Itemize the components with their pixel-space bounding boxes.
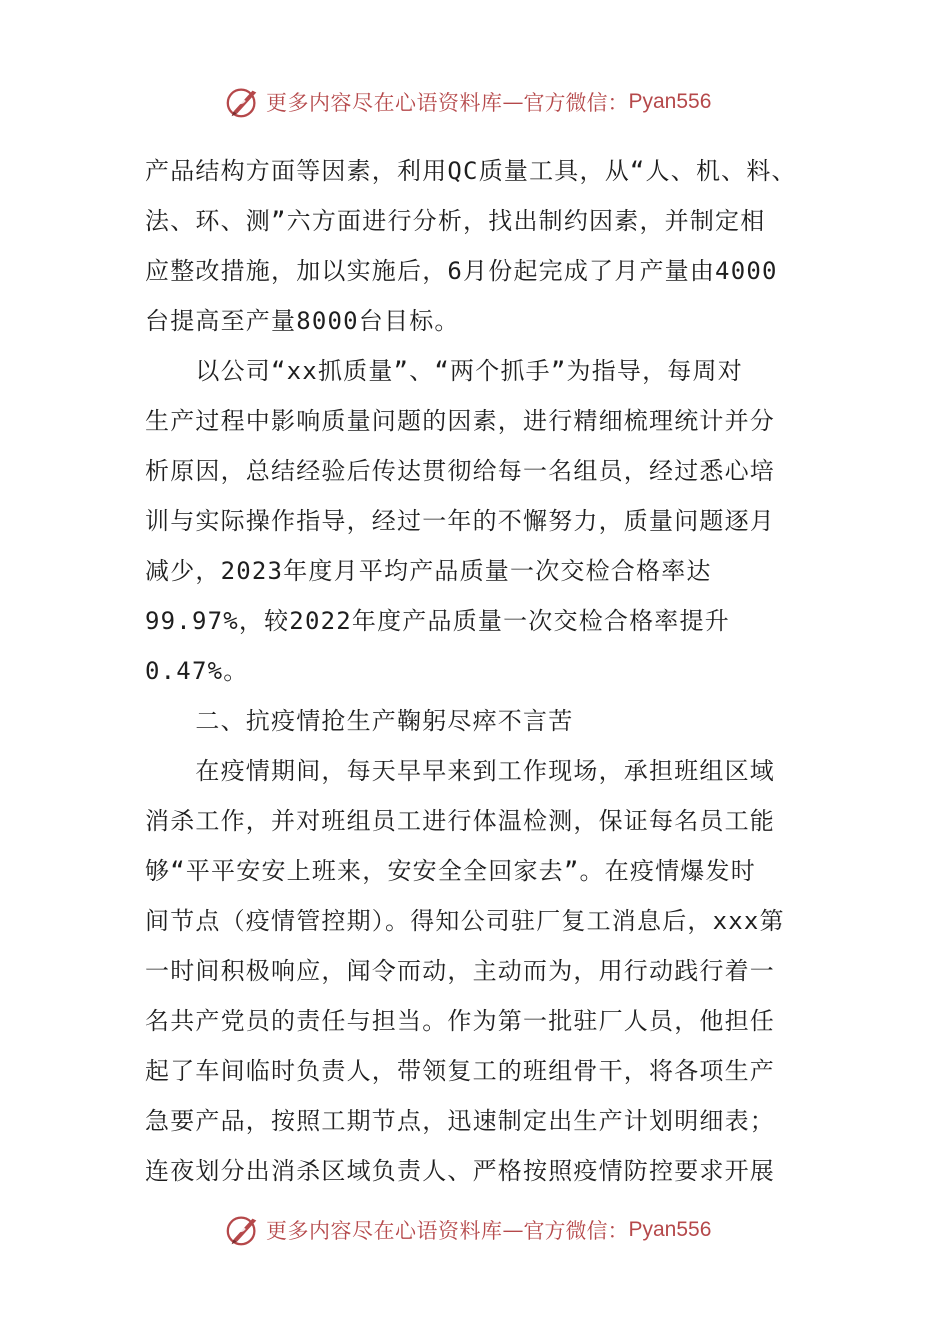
banner-separator: — [502,90,524,114]
body-line: 名共产党员的责任与担当。作为第一批驻厂人员，他担任 [145,1007,775,1035]
pen-circle-logo-icon [224,83,262,121]
body-line: 法、环、测”六方面进行分析，找出制约因素，并制定相 [145,207,766,235]
body-line: 析原因，总结经验后传达贯彻给每一名组员，经过悉心培 [145,457,775,485]
body-line: 生产过程中影响质量问题的因素，进行精细梳理统计并分 [145,407,775,435]
document-body [145,146,815,1196]
banner-site-text: 更多内容尽在心语资料库 [266,1219,503,1243]
header-banner[interactable] [224,82,744,122]
pen-circle-logo-icon [224,1211,262,1249]
body-line: 99.97%，较2022年度产品质量一次交检合格率提升 [145,607,730,635]
body-line: 够“平平安安上班来，安安全全回家去”。在疫情爆发时 [145,857,756,885]
body-line: 产品结构方面等因素，利用QC质量工具，从“人、机、料、 [145,157,797,185]
body-line: 减少，2023年度月平均产品质量一次交检合格率达 [145,557,712,585]
banner-site-text: 更多内容尽在心语资料库 [266,91,503,115]
body-line: 起了车间临时负责人，带领复工的班组骨干，将各项生产 [145,1057,775,1085]
banner-wechat-id: Pyan556 [628,90,712,113]
body-line: 在疫情期间，每天早早来到工作现场，承担班组区域 [145,757,775,785]
body-line: 以公司“xx抓质量”、“两个抓手”为指导，每周对 [145,357,743,385]
body-line: 消杀工作，并对班组员工进行体温检测，保证每名员工能 [145,807,775,835]
body-line: 0.47%。 [145,657,249,685]
body-line: 间节点（疫情管控期）。得知公司驻厂复工消息后，xxx第 [145,907,785,935]
body-line: 连夜划分出消杀区域负责人、严格按照疫情防控要求开展 [145,1157,775,1185]
banner-separator: — [502,1218,524,1242]
body-line: 应整改措施，加以实施后，6月份起完成了月产量由4000 [145,257,778,285]
body-line: 急要产品，按照工期节点，迅速制定出生产计划明细表； [145,1107,775,1135]
body-line: 台提高至产量8000台目标。 [145,307,460,335]
body-line: 训与实际操作指导，经过一年的不懈努力，质量问题逐月 [145,507,775,535]
section-heading: 二、抗疫情抢生产鞠躬尽瘁不言苦 [145,707,574,735]
body-line: 一时间积极响应，闻令而动，主动而为，用行动践行着一 [145,957,775,985]
banner-wechat-label: 官方微信： [523,1219,629,1243]
banner-wechat-id: Pyan556 [628,1218,712,1241]
banner-wechat-label: 官方微信： [523,91,629,115]
footer-banner[interactable] [224,1210,744,1250]
